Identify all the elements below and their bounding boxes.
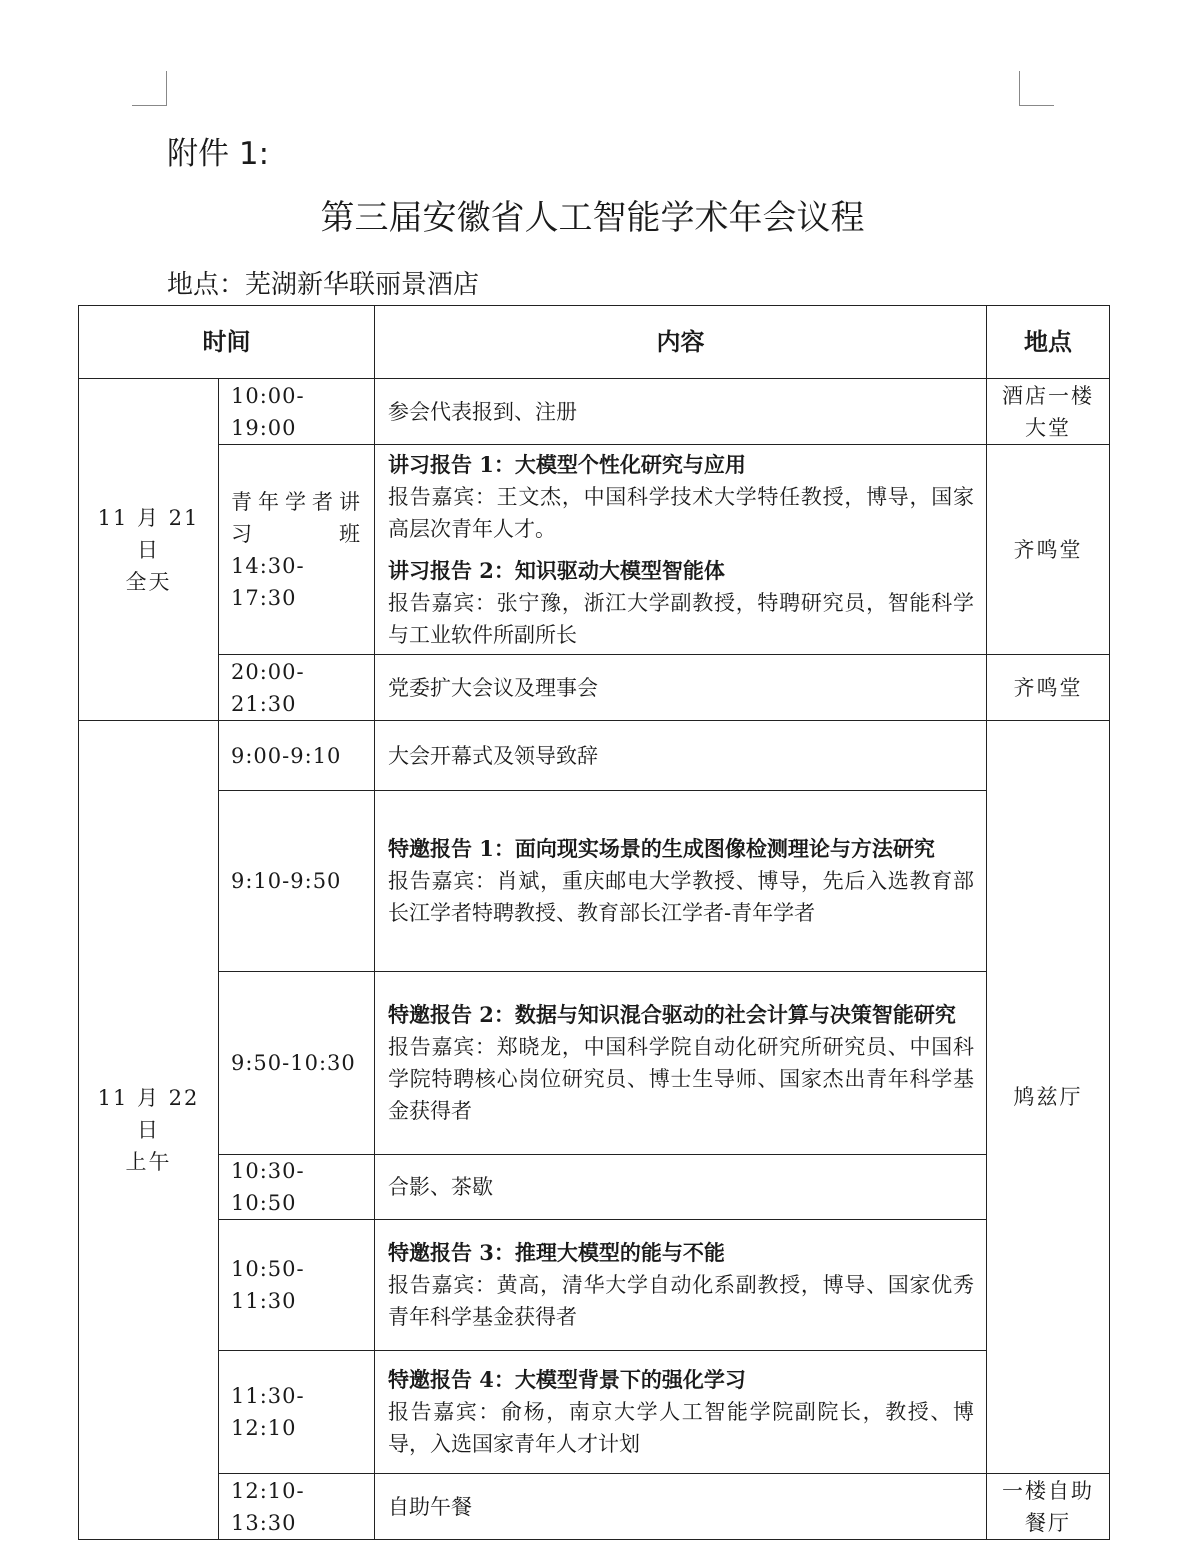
location-cell: 齐鸣堂 <box>987 445 1110 655</box>
page-title: 第三届安徽省人工智能学术年会议程 <box>320 198 865 238</box>
table-header-row <box>79 306 1110 379</box>
location-cell: 齐鸣堂 <box>987 655 1110 721</box>
talk-title: 特邀报告 1：面向现实场景的生成图像检测理论与方法研究 <box>388 836 935 861</box>
talk-speaker: 报告嘉宾：黄高，清华大学自动化系副教授，博导、国家优秀青年科学基金获得者 <box>388 1273 974 1329</box>
content-cell <box>375 972 987 1155</box>
header-location: 地点 <box>987 306 1110 379</box>
talk-speaker: 报告嘉宾：肖斌，重庆邮电大学教授、博导，先后入选教育部长江学者特聘教授、教育部长江学者-青年学者 <box>388 869 974 925</box>
header-content: 内容 <box>375 306 987 379</box>
day-date: 11 月 21 日 <box>97 505 200 562</box>
day-cell <box>79 379 219 721</box>
time-cell: 10:50-11:30 <box>219 1220 375 1351</box>
location-cell: 鸠兹厅 <box>987 721 1110 1474</box>
table-row <box>79 655 1110 721</box>
talk-title: 特邀报告 4：大模型背景下的强化学习 <box>388 1367 746 1392</box>
time-cell: 10:30-10:50 <box>219 1155 375 1220</box>
attachment-label: 附件 1: <box>167 136 270 172</box>
header-time: 时间 <box>79 306 375 379</box>
table-row <box>79 721 1110 791</box>
location-cell: 酒店一楼大堂 <box>987 379 1110 445</box>
talk-speaker: 报告嘉宾：王文杰，中国科学技术大学特任教授，博导，国家高层次青年人才。 <box>388 484 974 541</box>
talk-title: 讲习报告 1：大模型个性化研究与应用 <box>388 451 746 477</box>
day-period: 上午 <box>125 1150 172 1174</box>
table-row <box>79 379 1110 445</box>
talk-speaker: 报告嘉宾：郑晓龙，中国科学院自动化研究所研究员、中国科学院特聘核心岗位研究员、博士生导师、国家杰出青年科学基金获得者 <box>388 1035 974 1123</box>
content-cell <box>375 1220 987 1351</box>
content-cell <box>375 791 987 972</box>
content-cell: 自助午餐 <box>375 1474 987 1540</box>
day-date: 11 月 22 日 <box>97 1086 200 1142</box>
content-cell: 参会代表报到、注册 <box>375 379 987 445</box>
time-cell: 9:10-9:50 <box>219 791 375 972</box>
time-label: 青年学者讲习班 <box>231 489 362 546</box>
location-cell: 一楼自助餐厅 <box>987 1474 1110 1540</box>
talk-title: 特邀报告 3：推理大模型的能与不能 <box>388 1240 725 1265</box>
table-row <box>79 1220 1110 1351</box>
content-cell: 合影、茶歇 <box>375 1155 987 1220</box>
time-cell <box>219 445 375 655</box>
time-cell: 12:10-13:30 <box>219 1474 375 1540</box>
talk-item <box>388 555 974 651</box>
time-cell: 9:00-9:10 <box>219 721 375 791</box>
table-row <box>79 1474 1110 1540</box>
venue-line: 地点：芜湖新华联丽景酒店 <box>167 270 480 300</box>
table-row <box>79 445 1110 655</box>
agenda-table <box>78 305 1110 1540</box>
content-cell <box>375 445 987 655</box>
day-period: 全天 <box>125 569 172 594</box>
table-row <box>79 1351 1110 1474</box>
content-cell <box>375 1351 987 1474</box>
talk-speaker: 报告嘉宾：俞杨，南京大学人工智能学院副院长，教授、博导，入选国家青年人才计划 <box>388 1400 974 1456</box>
talk-item <box>388 449 974 545</box>
day-cell <box>79 721 219 1540</box>
time-cell: 11:30-12:10 <box>219 1351 375 1474</box>
table-row <box>79 1155 1110 1220</box>
content-cell: 大会开幕式及领导致辞 <box>375 721 987 791</box>
talk-title: 讲习报告 2：知识驱动大模型智能体 <box>388 557 725 583</box>
table-row <box>79 791 1110 972</box>
content-cell: 党委扩大会议及理事会 <box>375 655 987 721</box>
table-row <box>79 972 1110 1155</box>
time-range: 14:30-17:30 <box>231 553 305 610</box>
talk-title: 特邀报告 2：数据与知识混合驱动的社会计算与决策智能研究 <box>388 1002 956 1027</box>
talk-speaker: 报告嘉宾：张宁豫，浙江大学副教授，特聘研究员，智能科学与工业软件所副所长 <box>388 590 974 647</box>
time-cell: 9:50-10:30 <box>219 972 375 1155</box>
time-cell: 10:00-19:00 <box>219 379 375 445</box>
time-cell: 20:00-21:30 <box>219 655 375 721</box>
